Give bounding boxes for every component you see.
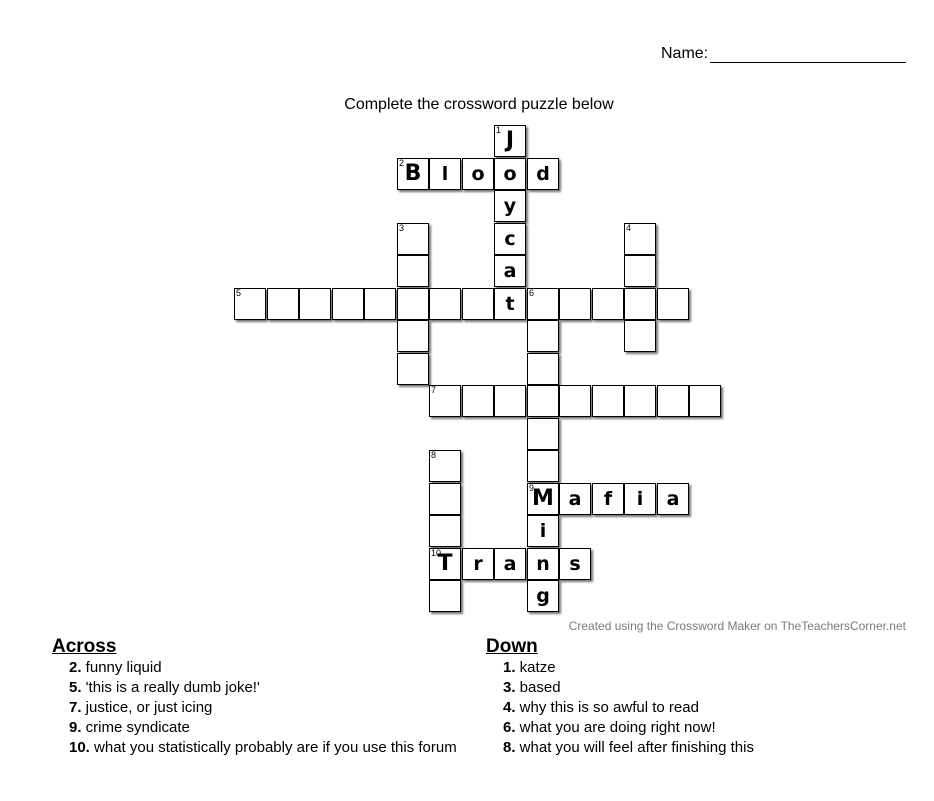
crossword-cell[interactable] [559, 483, 591, 515]
handwritten-letter: d [536, 163, 550, 185]
crossword-cell[interactable] [494, 125, 526, 157]
crossword-cell[interactable] [429, 158, 461, 190]
clue-item [503, 658, 886, 678]
handwritten-letter: t [505, 293, 515, 315]
crossword-cell[interactable] [527, 450, 559, 482]
handwritten-letter: M [532, 486, 554, 511]
crossword-cell[interactable] [397, 320, 429, 352]
clue-number: 3. [503, 679, 516, 696]
handwritten-letter: c [504, 228, 516, 250]
clue-text: based [515, 679, 561, 696]
clue-number: 4. [503, 699, 516, 716]
crossword-cell[interactable] [527, 320, 559, 352]
crossword-cell[interactable] [527, 483, 559, 515]
across-heading: Across [52, 636, 117, 657]
handwritten-letter: i [539, 520, 547, 542]
handwritten-letter: s [569, 553, 581, 575]
crossword-cell[interactable] [624, 255, 656, 287]
down-clues [486, 636, 886, 758]
clue-text: what you will feel after finishing this [515, 739, 754, 756]
crossword-cell[interactable] [299, 288, 331, 320]
handwritten-letter: a [568, 488, 582, 510]
handwritten-letter: i [636, 488, 644, 510]
crossword-cell[interactable] [592, 385, 624, 417]
clue-text: katze [515, 659, 556, 676]
crossword-cell[interactable] [462, 548, 494, 580]
crossword-cell[interactable] [494, 255, 526, 287]
handwritten-letter: a [503, 260, 517, 282]
clue-item [69, 678, 472, 698]
clue-number-label: 2 [399, 158, 405, 168]
crossword-cell[interactable] [592, 483, 624, 515]
crossword-cell[interactable] [429, 450, 461, 482]
handwritten-letter: J [505, 128, 515, 153]
crossword-cell[interactable] [624, 320, 656, 352]
crossword-cell[interactable] [429, 548, 461, 580]
crossword-cell[interactable] [624, 385, 656, 417]
crossword-cell[interactable] [527, 418, 559, 450]
crossword-cell[interactable] [462, 288, 494, 320]
handwritten-letter: B [404, 161, 422, 186]
crossword-cell[interactable] [494, 158, 526, 190]
clue-number: 6. [503, 719, 516, 736]
clue-number-label: 3 [399, 223, 405, 233]
clue-text: funny liquid [81, 659, 162, 676]
handwritten-letter: o [503, 163, 517, 185]
crossword-cell[interactable] [397, 288, 429, 320]
clue-number: 10. [69, 739, 90, 756]
clue-item [503, 698, 886, 718]
clue-number-label: 10 [431, 548, 442, 558]
handwritten-letter: f [603, 488, 613, 510]
clue-number: 7. [69, 699, 82, 716]
clue-text: what you statistically probably are if you use this forum [89, 739, 457, 756]
crossword-cell[interactable] [397, 223, 429, 255]
crossword-cell[interactable] [462, 158, 494, 190]
clue-number: 2. [69, 659, 82, 676]
clue-number: 5. [69, 679, 82, 696]
name-label: Name: [661, 45, 709, 62]
clue-item [69, 698, 472, 718]
handwritten-letter: l [441, 163, 449, 185]
instructions: Complete the crossword puzzle below [344, 96, 614, 113]
clue-text: justice, or just icing [81, 699, 213, 716]
clue-item [503, 718, 886, 738]
crossword-cell[interactable] [494, 190, 526, 222]
crossword-cell[interactable] [624, 483, 656, 515]
crossword-cell[interactable] [234, 288, 266, 320]
crossword-cell[interactable] [397, 255, 429, 287]
handwritten-letter: y [503, 195, 517, 217]
crossword-cell[interactable] [494, 548, 526, 580]
clue-item [69, 658, 472, 678]
handwritten-letter: a [503, 553, 517, 575]
crossword-cell[interactable] [429, 385, 461, 417]
crossword-cell[interactable] [332, 288, 364, 320]
clue-number-label: 5 [236, 288, 242, 298]
crossword-cell[interactable] [397, 353, 429, 385]
crossword-cell[interactable] [429, 515, 461, 547]
clue-number: 1. [503, 659, 516, 676]
crossword-cell[interactable] [657, 385, 689, 417]
clue-item [503, 738, 886, 758]
crossword-cell[interactable] [624, 223, 656, 255]
clue-number: 9. [69, 719, 82, 736]
crossword-cell[interactable] [494, 385, 526, 417]
clue-number-label: 6 [529, 288, 535, 298]
clue-number-label: 9 [529, 483, 535, 493]
credit-text: Created using the Crossword Maker on TheTeachersCorner.net [568, 619, 906, 633]
crossword-cell[interactable] [429, 483, 461, 515]
handwritten-letter: o [471, 163, 485, 185]
clue-text: why this is so awful to read [515, 699, 699, 716]
clue-number-label: 8 [431, 450, 437, 460]
crossword-cell[interactable] [429, 580, 461, 612]
clue-item [69, 718, 472, 738]
crossword-cell[interactable] [527, 385, 559, 417]
crossword-cell[interactable] [527, 548, 559, 580]
crossword-cell[interactable] [364, 288, 396, 320]
clue-number-label: 4 [626, 223, 632, 233]
crossword-cell[interactable] [657, 288, 689, 320]
crossword-cell[interactable] [559, 288, 591, 320]
crossword-cell[interactable] [494, 223, 526, 255]
clue-item [503, 678, 886, 698]
crossword-cell[interactable] [657, 483, 689, 515]
crossword-cell[interactable] [624, 288, 656, 320]
crossword-cell[interactable] [267, 288, 299, 320]
handwritten-letter: T [437, 551, 453, 576]
handwritten-letter: r [473, 553, 483, 575]
across-clues [52, 636, 472, 758]
clue-text: what you are doing right now! [515, 719, 716, 736]
crossword-cell[interactable] [429, 288, 461, 320]
clue-text: crime syndicate [81, 719, 190, 736]
crossword-cell[interactable] [559, 548, 591, 580]
clue-item [69, 738, 472, 758]
clue-text: 'this is a really dumb joke!' [81, 679, 260, 696]
crossword-cell[interactable] [559, 385, 591, 417]
clue-number-label: 7 [431, 385, 437, 395]
clue-number: 8. [503, 739, 516, 756]
down-heading: Down [486, 636, 538, 657]
handwritten-letter: a [666, 488, 680, 510]
crossword-cell[interactable] [527, 515, 559, 547]
crossword-cell[interactable] [527, 580, 559, 612]
clue-number-label: 1 [496, 125, 502, 135]
crossword-cell[interactable] [592, 288, 624, 320]
crossword-cell[interactable] [462, 385, 494, 417]
handwritten-letter: g [536, 585, 550, 607]
crossword-cell[interactable] [689, 385, 721, 417]
crossword-cell[interactable] [527, 353, 559, 385]
crossword-cell[interactable] [527, 158, 559, 190]
handwritten-letter: n [536, 553, 550, 575]
crossword-cell[interactable] [527, 288, 559, 320]
crossword-cell[interactable] [397, 158, 429, 190]
crossword-cell[interactable] [494, 288, 526, 320]
